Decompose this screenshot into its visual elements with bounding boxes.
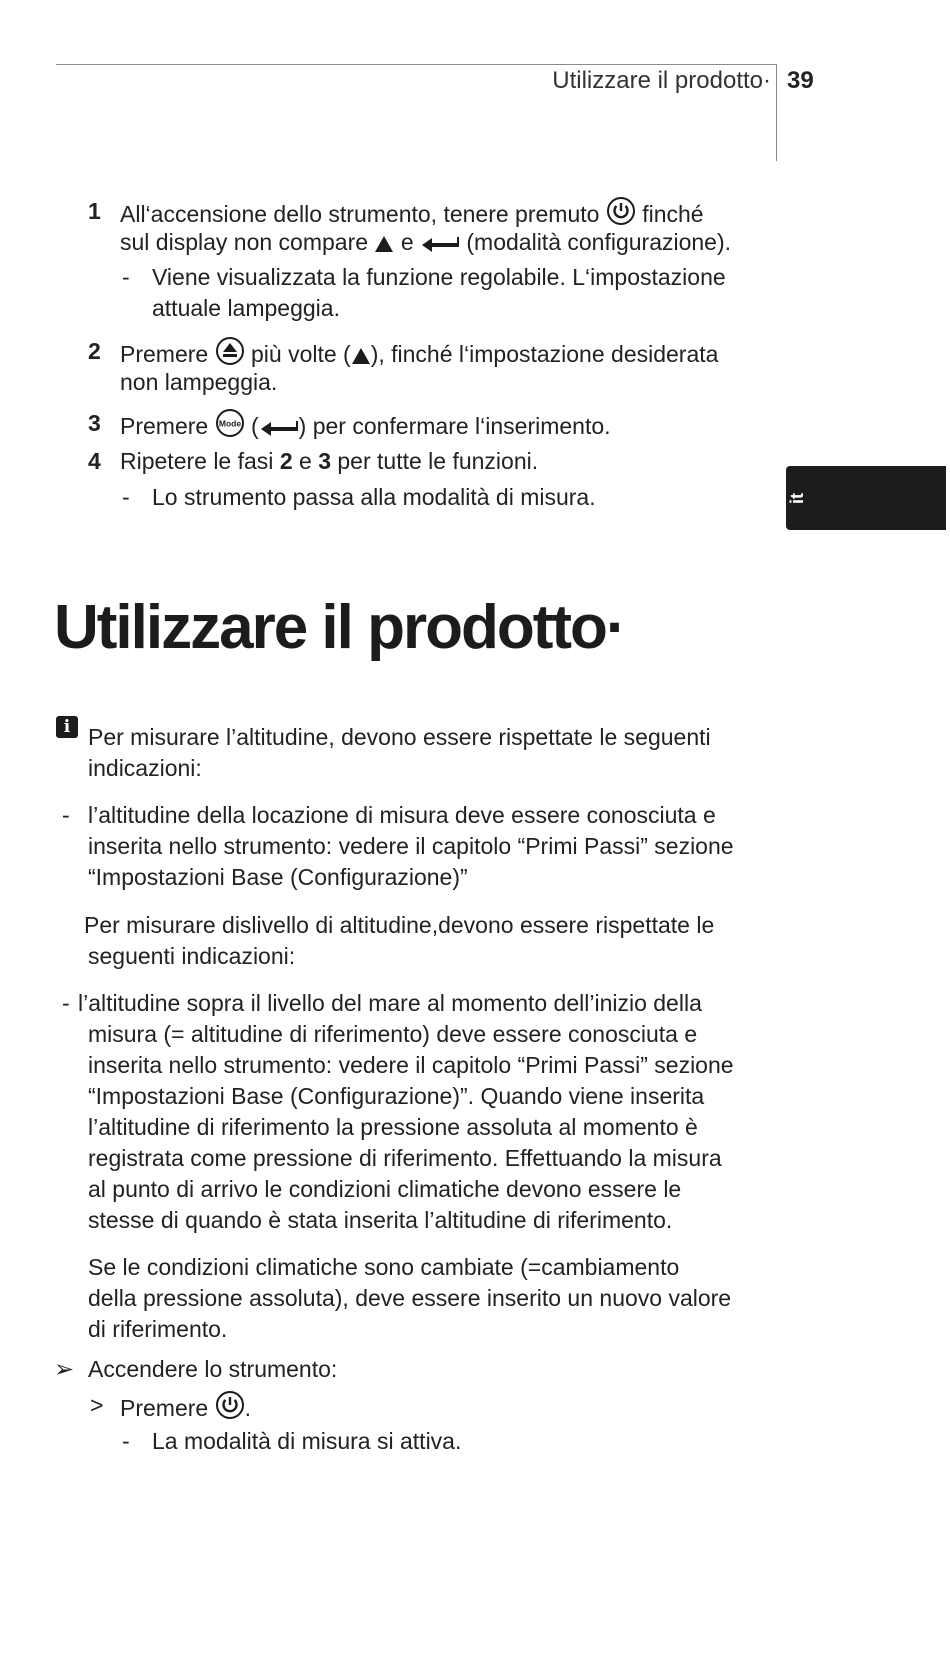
section-heading: Utilizzare il prodotto· xyxy=(54,593,625,662)
step-number-1: 1 xyxy=(88,198,101,224)
info-p1-line-2: indicazioni: xyxy=(88,755,202,781)
step-1-text-e: (modalità configurazione). xyxy=(466,229,732,255)
info-p3-line-2: della pressione assoluta), deve essere inserito un nuovo valore xyxy=(88,1285,732,1311)
step-4-line-1 xyxy=(120,446,538,477)
info-p1-line-1: Per misurare l’altitudine, devono essere rispettate le seguenti xyxy=(88,724,711,750)
info-b2-line-2: misura (= altitudine di riferimento) deve essere conosciuta e xyxy=(88,1021,698,1047)
power-icon xyxy=(606,196,636,226)
step-1-line-1 xyxy=(120,196,704,230)
step-4-text-c: per tutte le funzioni. xyxy=(337,448,539,474)
procedure-goal: Accendere lo strumento: xyxy=(88,1356,338,1382)
info-b1-line-2: inserita nello strumento: vedere il capitolo “Primi Passi” sezione xyxy=(88,833,734,859)
step-1-sub-dash: - xyxy=(122,264,130,290)
step-number-3: 3 xyxy=(88,410,101,436)
enter-arrow-icon xyxy=(420,234,460,254)
step-number-2: 2 xyxy=(88,338,101,364)
step-1-sub-line-2: attuale lampeggia. xyxy=(152,295,340,321)
running-title: Utilizzare il prodotto· xyxy=(552,67,771,94)
info-b2-line-5: l’altitudine di riferimento la pressione assoluta al momento è xyxy=(88,1114,698,1140)
step-3-text-c: ) per confermare l‘inserimento. xyxy=(298,413,611,439)
triangle-up-icon xyxy=(351,346,371,366)
step-2-text-c: ), finché l‘impostazione desiderata xyxy=(370,341,719,367)
header-vertical-rule xyxy=(776,64,777,161)
procedure-action xyxy=(120,1390,251,1424)
step-number-4: 4 xyxy=(88,448,101,474)
info-b2-line-1: l’altitudine sopra il livello del mare al momento dell’inizio della xyxy=(78,990,702,1016)
power-icon xyxy=(215,1390,245,1420)
mode-button-icon xyxy=(215,408,245,438)
info-b1-dash: - xyxy=(62,802,70,828)
procedure-action-period: . xyxy=(244,1395,251,1421)
info-b2-line-4: “Impostazioni Base (Configurazione)”. Quando viene inserita xyxy=(88,1083,705,1109)
info-b2-line-3: inserita nello strumento: vedere il capitolo “Primi Passi” sezione xyxy=(88,1052,734,1078)
language-tab xyxy=(786,466,946,530)
info-p2-line-2: seguenti indicazioni: xyxy=(88,943,296,969)
step-3-line-1 xyxy=(120,408,611,442)
step-2-line-1 xyxy=(120,336,718,370)
step-1-text-a: All‘accensione dello strumento, tenere premuto xyxy=(120,201,600,227)
page-number: 39 xyxy=(787,67,814,94)
procedure-result: La modalità di misura si attiva. xyxy=(152,1428,462,1454)
info-p3-line-3: di riferimento. xyxy=(88,1316,228,1342)
info-b1-line-3: “Impostazioni Base (Configurazione)” xyxy=(88,864,468,890)
step-3-text-a: Premere xyxy=(120,413,209,439)
info-p3-line-1: Se le condizioni climatiche sono cambiate (=cambiamento xyxy=(88,1254,680,1280)
triangle-up-icon xyxy=(374,234,394,254)
step-1-line-2 xyxy=(120,227,731,258)
header-rule xyxy=(56,64,777,65)
info-icon: i xyxy=(56,716,78,738)
step-4-sub-dash: - xyxy=(122,484,130,510)
step-1-text-c: sul display non compare xyxy=(120,229,369,255)
info-p2-line-1: Per misurare dislivello di altitudine,devono essere rispettate le xyxy=(84,912,715,938)
step-1-text-b: finché xyxy=(642,201,704,227)
step-4-text-b: e xyxy=(299,448,312,474)
info-b2-line-7: al punto di arrivo le condizioni climatiche devono essere le xyxy=(88,1176,682,1202)
svg-text:Mode: Mode xyxy=(218,418,241,429)
enter-arrow-icon xyxy=(259,418,299,438)
step-3-text-b: ( xyxy=(250,413,259,439)
step-2-text-b: più volte ( xyxy=(250,341,351,367)
step-4-text-a: Ripetere le fasi xyxy=(120,448,274,474)
step-4-ref-b: 3 xyxy=(318,448,331,474)
language-tab-label: it xyxy=(787,493,807,504)
info-b2-line-8: stesse di quando è stata inserita l’altitudine di riferimento. xyxy=(88,1207,673,1233)
step-2-text-a: Premere xyxy=(120,341,209,367)
arrowhead-icon: ➢ xyxy=(54,1356,75,1383)
step-4-ref-a: 2 xyxy=(279,448,293,474)
step-1-text-d: e xyxy=(400,229,414,255)
step-1-sub-line-1: Viene visualizzata la funzione regolabile. L‘impostazione xyxy=(152,264,726,290)
procedure-action-marker: > xyxy=(90,1392,104,1418)
info-b1-line-1: l’altitudine della locazione di misura deve essere conosciuta e xyxy=(88,802,716,828)
up-button-icon xyxy=(215,336,245,366)
step-2-line-2: non lampeggia. xyxy=(120,369,278,395)
procedure-action-text: Premere xyxy=(120,1395,209,1421)
info-b2-dash: - xyxy=(62,990,70,1016)
procedure-result-dash: - xyxy=(122,1428,130,1454)
info-b2-line-6: registrata come pressione di riferimento. Effettuando la misura xyxy=(88,1145,722,1171)
step-4-sub-line-1: Lo strumento passa alla modalità di misura. xyxy=(152,484,596,510)
